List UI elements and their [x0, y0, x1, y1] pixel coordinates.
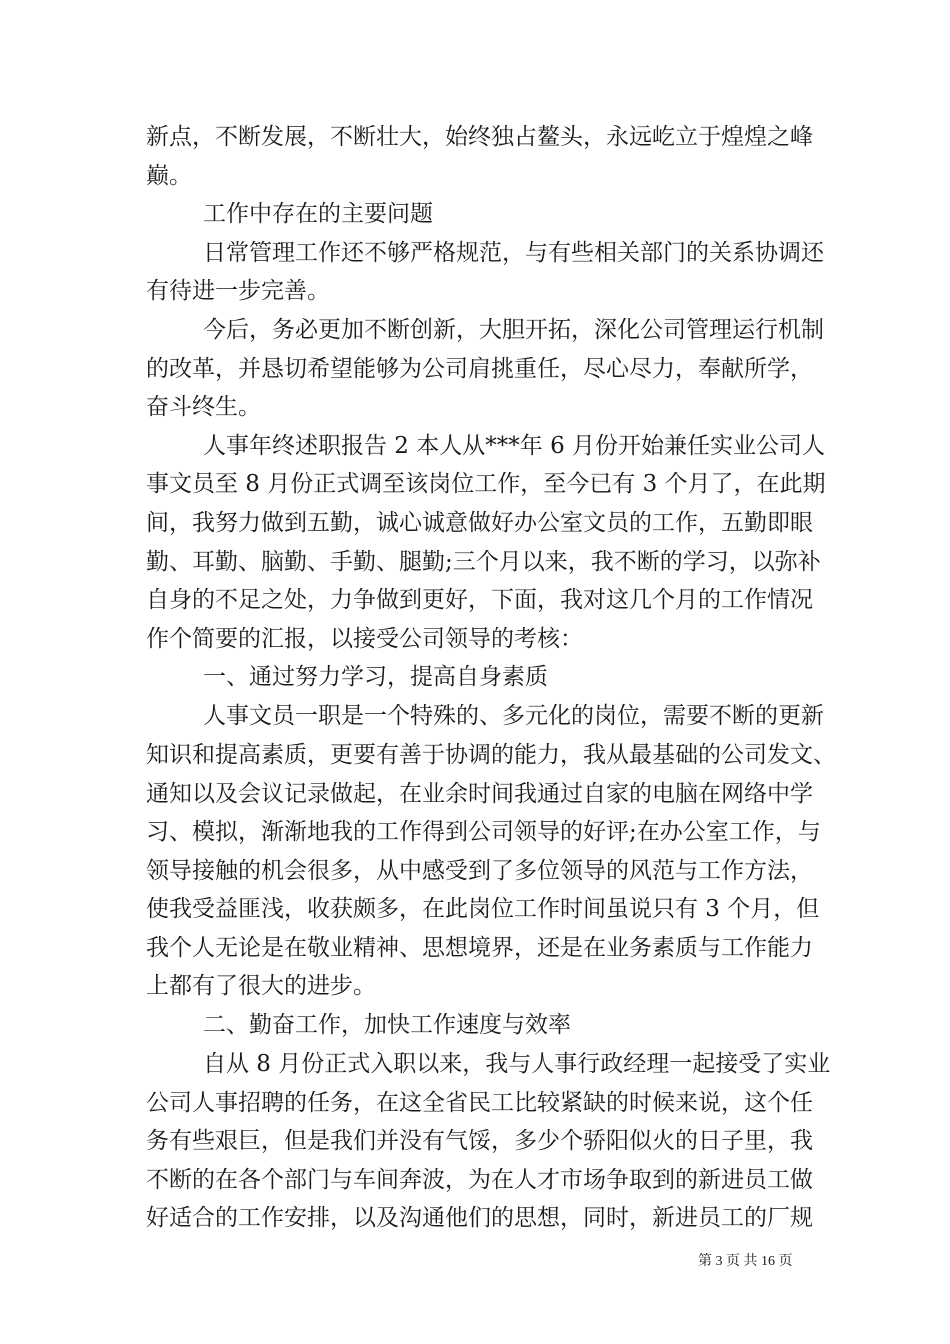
- text-line: 不断的在各个部门与车间奔波，为在人才市场争取到的新进员工做: [146, 1166, 813, 1193]
- text-line: 自从 8 月份正式入职以来，我与人事行政经理一起接受了实业: [203, 1051, 831, 1078]
- text-line: 我个人无论是在敬业精神、思想境界，还是在业务素质与工作能力: [146, 934, 813, 961]
- text-line: 公司人事招聘的任务，在这全省民工比较紧缺的时候来说，这个任: [146, 1089, 813, 1116]
- text-line: 间，我努力做到五勤，诚心诚意做好办公室文员的工作，五勤即眼: [146, 509, 813, 536]
- text-line: 作个简要的汇报，以接受公司领导的考核：: [146, 625, 583, 652]
- text-line: 自身的不足之处，力争做到更好，下面，我对这几个月的工作情况: [146, 587, 813, 614]
- text-line: 勤、耳勤、脑勤、手勤、腿勤;三个月以来，我不断的学习，以弥补: [146, 548, 821, 575]
- text-line: 巅。: [146, 162, 192, 189]
- text-line: 通知以及会议记录做起，在业余时间我通过自家的电脑在网络中学: [146, 780, 813, 807]
- text-line: 有待进一步完善。: [146, 278, 330, 305]
- paragraph: [146, 234, 824, 311]
- paragraph: [146, 118, 813, 195]
- document-body: [146, 118, 836, 1238]
- page-number-footer: 第 3 页 共 16 页: [698, 1254, 793, 1269]
- text-line: 新点，不断发展，不断壮大，始终独占鳌头，永远屹立于煌煌之峰: [146, 124, 813, 150]
- text-line: 人事文员一职是一个特殊的、多元化的岗位，需要不断的更新: [203, 703, 824, 730]
- text-line: 日常管理工作还不够严格规范，与有些相关部门的关系协调还: [203, 239, 824, 266]
- heading-main-problems: 工作中存在的主要问题: [203, 201, 433, 228]
- paragraph: [146, 311, 824, 427]
- text-line: 今后，务必更加不断创新，大胆开拓，深化公司管理运行机制: [203, 316, 824, 343]
- text-line: 奋斗终生。: [146, 394, 261, 421]
- text-line: 的改革，并恳切希望能够为公司肩挑重任，尽心尽力，奉献所学，: [146, 355, 813, 382]
- paragraph: [146, 1045, 831, 1238]
- text-line: 人事年终述职报告 2 本人从***年 6 月份开始兼任实业公司人: [203, 432, 826, 459]
- text-line: 上都有了很大的进步。: [146, 973, 376, 1000]
- text-line: 使我受益匪浅，收获颇多，在此岗位工作时间虽说只有 3 个月，但: [146, 896, 820, 923]
- text-line: 好适合的工作安排，以及沟通他们的思想，同时，新进员工的厂规: [146, 1205, 813, 1232]
- text-line: 事文员至 8 月份正式调至该岗位工作，至今已有 3 个月了，在此期: [146, 471, 826, 498]
- paragraph: [146, 427, 826, 659]
- paragraph: [146, 697, 836, 1006]
- text-line: 领导接触的机会很多，从中感受到了多位领导的风范与工作方法，: [146, 857, 813, 884]
- section-heading-2: 二、勤奋工作，加快工作速度与效率: [203, 1012, 571, 1039]
- section-heading-1: 一、通过努力学习，提高自身素质: [203, 664, 548, 691]
- text-line: 务有些艰巨，但是我们并没有气馁，多少个骄阳似火的日子里，我: [146, 1128, 813, 1155]
- text-line: 习、模拟，渐渐地我的工作得到公司领导的好评;在办公室工作，与: [146, 819, 821, 846]
- text-line: 知识和提高素质，更要有善于协调的能力，我从最基础的公司发文、: [146, 741, 836, 768]
